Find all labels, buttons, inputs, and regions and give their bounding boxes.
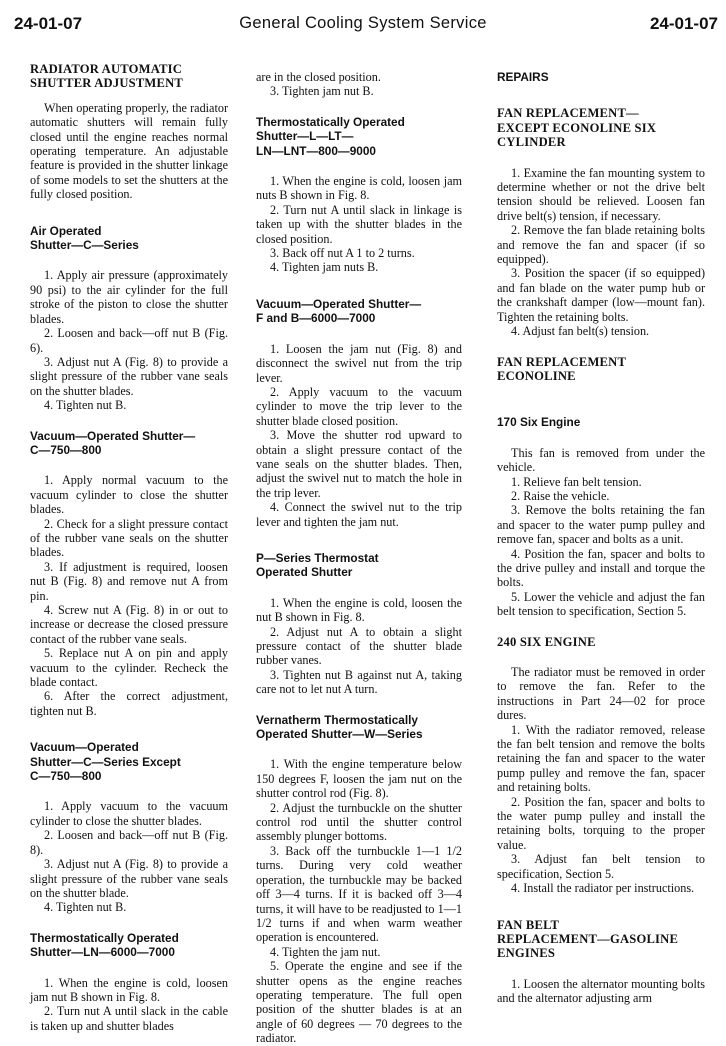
subsection-heading: Thermostatically Operated Shutter—LN—6000—7000 [30, 930, 179, 960]
step: 4. Tighten nut B. [44, 398, 127, 413]
section-thermo-shutter-l-lt [256, 115, 462, 275]
subsection-heading: Vacuum—Operated Shutter—C—Series Except C—750—800 [30, 740, 181, 784]
step: 2. Adjust the turnbuckle on the shutter control rod until the shutter control assembly plunger bottoms. [256, 800, 462, 844]
section-repairs [497, 70, 705, 84]
subsection-heading: FAN REPLACEMENT ECONOLINE [497, 354, 627, 383]
step: 3. Adjust fan belt tension to specification, Section 5. [497, 852, 705, 881]
page-header [0, 4, 726, 40]
section-continuation [256, 70, 462, 99]
step: 3. Adjust nut A (Fig. 8) to provide a slight pressure of the rubber vane seals on the shutter blades. [30, 354, 228, 398]
step: 2. Loosen and back—off nut B (Fig. 6). [30, 326, 228, 355]
subsection-heading: 170 Six Engine [497, 415, 581, 430]
paragraph: are in the closed position. [256, 70, 381, 84]
step: 1. Examine the fan mounting system to determine whether or not the drive belt tension should be relieved. Loosen fan drive belt(s) tension, if necessary. [497, 165, 705, 223]
step: 4. Connect the swivel nut to the trip lever and tighten the jam nut. [256, 500, 462, 529]
step: 4. Position the fan, spacer and bolts to the drive pulley and install and torque the bolts. [497, 546, 705, 590]
step: 2. Turn nut A until slack in linkage is taken up with the shutter blades in the closed position. [256, 202, 462, 246]
step: 2. Check for a slight pressure contact of the rubber vane seals on the shutter blades. [30, 516, 228, 560]
section-fan-belt-replacement [497, 918, 705, 1006]
column-2 [256, 70, 462, 1046]
section-code-right: 24-01-07 [649, 14, 718, 33]
column-1 [30, 62, 228, 1033]
step: 3. If adjustment is required, loosen nut B (Fig. 8) and remove nut A from pin. [30, 559, 228, 603]
section-radiator-shutter-adjustment [30, 62, 228, 202]
step: 2. Turn nut A until slack in the cable is taken up and shutter blades [30, 1004, 228, 1033]
step: 4. Install the radiator per instructions. [511, 881, 695, 896]
step: 4. Tighten nut B. [44, 900, 127, 915]
step: 1. When the engine is cold, loosen the nut B shown in Fig. 8. [256, 595, 462, 625]
step: 5. Lower the vehicle and adjust the fan belt tension to specification, Section 5. [497, 589, 705, 619]
section-heading: REPAIRS [497, 70, 549, 84]
step: 3. Move the shutter rod upward to obtain a slight pressure contact of the vane seals on the shutter blades. Then, adjust the swivel nut to match the hole in the trip lever. [256, 428, 462, 500]
step: 1. When the engine is cold, loosen jam nuts B shown in Fig. 8. [256, 174, 462, 203]
step: 2. Raise the vehicle. [511, 488, 610, 503]
column-3 [497, 70, 705, 1006]
paragraph: The radiator must be removed in order to remove the fan. Refer to the instructions in Part 24—02 for proce dures. [497, 665, 705, 723]
section-vernatherm-shutter [256, 713, 462, 1046]
step: 1. With the radiator removed, release the fan belt tension and remove the bolts retaining the fan and spacer to the water pump pulley and remove the fan, spacer and retaining bolts. [497, 722, 705, 795]
step: 3. Remove the bolts retaining the fan and spacer to the water pump pulley and remove fan, spacer and bolts as a unit. [497, 503, 705, 547]
step: 1. Loosen the alternator mounting bolts and the alternator adjusting arm [497, 976, 705, 1006]
step: 3. Tighten jam nut B. [270, 84, 374, 99]
page-title: General Cooling System Service [239, 14, 487, 32]
step: 1. Apply air pressure (approximately 90 psi) to the air cylinder for the full stroke of the piston to close the shutter blades. [30, 268, 228, 326]
subsection-heading: FAN BELT REPLACEMENT—GASOLINE ENGINES [497, 917, 679, 961]
subsection-heading: Thermostatically Operated Shutter—L—LT— LN—LNT—800—9000 [256, 114, 405, 158]
step: 2. Remove the fan blade retaining bolts and remove the fan and spacer (if so equipped). [497, 223, 705, 267]
subsection-heading: Vacuum—Operated Shutter— F and B—6000—7000 [256, 296, 422, 326]
section-vacuum-shutter-f-b [256, 297, 462, 529]
section-code-left: 24-01-07 [14, 14, 83, 33]
step: 4. Adjust fan belt(s) tension. [511, 324, 650, 339]
step: 3. Back off the turnbuckle 1—1 1/2 turns. During very cold weather operation, the turnbuckle may be backed off 3—4 turns. If it is backed off 3—4 turns, it will have to be readjusted to 1—1 1/2 turns if and when warm weather operation is encountered. [256, 843, 462, 945]
section-heading: RADIATOR AUTOMATIC SHUTTER ADJUSTMENT [30, 62, 184, 91]
section-air-operated-shutter [30, 224, 228, 413]
step: 6. After the correct adjustment, tighten nut B. [30, 689, 228, 718]
step: 3. Back off nut A 1 to 2 turns. [270, 246, 415, 261]
step: 3. Tighten nut B against nut A, taking care not to let nut A turn. [256, 667, 462, 697]
step: 1. Relieve fan belt tension. [511, 474, 642, 489]
paragraph: When operating properly, the radiator automatic shutters will remain fully closed until the engine reaches normal operating temperature. An adjustable feature is provided in the shutter linkage of some models to set the shutters at the fully closed position. [30, 100, 228, 202]
subsection-heading: Vernatherm Thermostatically Operated Shutter—W—Series [256, 712, 423, 742]
step: 1. With the engine temperature below 150 degrees F, loosen the jam nut on the shutter control rod (Fig. 8). [256, 757, 462, 801]
section-fan-replacement-except-econoline [497, 106, 705, 338]
step: 4. Screw nut A (Fig. 8) in or out to increase or decrease the closed pressure contact of the rubber vane seals. [30, 603, 228, 646]
section-fan-replacement-econoline [497, 355, 705, 384]
section-240-six-engine [497, 635, 705, 896]
subsection-heading: Vacuum—Operated Shutter— C—750—800 [30, 428, 196, 457]
step: 2. Adjust nut A to obtain a slight pressure contact of the shutter blade rubber vanes. [256, 624, 462, 668]
step: 1. Apply normal vacuum to the vacuum cylinder to close the shutter blades. [30, 473, 228, 517]
paragraph: This fan is removed from under the vehicle. [497, 445, 705, 475]
step: 1. When the engine is cold, loosen jam nut B shown in Fig. 8. [30, 975, 228, 1004]
step: 3. Adjust nut A (Fig. 8) to provide a slight pressure of the rubber vane seals on the shutter blade. [30, 857, 228, 900]
step: 4. Tighten jam nuts B. [270, 260, 379, 275]
step: 4. Tighten the jam nut. [270, 944, 381, 959]
step: 1. Apply vacuum to the vacuum cylinder to close the shutter blades. [30, 799, 228, 828]
step: 2. Position the fan, spacer and bolts to the water pump pulley and install the retaining bolts, torquing to the proper value. [497, 794, 705, 852]
section-170-six-engine [497, 415, 705, 618]
subsection-heading: P—Series Thermostat Operated Shutter [256, 550, 379, 580]
section-thermo-shutter-ln [30, 931, 228, 1033]
subsection-heading: Air Operated Shutter—C—Series [30, 223, 139, 253]
subsection-heading: FAN REPLACEMENT— EXCEPT ECONOLINE SIX CYLINDER [497, 106, 657, 150]
section-p-series-thermostat [256, 551, 462, 697]
step: 5. Replace nut A on pin and apply vacuum to the cylinder. Recheck the blade contact. [30, 646, 228, 690]
step: 2. Loosen and back—off nut B (Fig. 8). [30, 828, 228, 857]
section-vacuum-shutter-c-except [30, 740, 228, 914]
subsection-heading: 240 SIX ENGINE [497, 634, 596, 649]
step: 3. Position the spacer (if so equipped) and fan blade on the water pump hub or the crankshaft damper (low—mount fan). Tighten the retaining bolts. [497, 266, 705, 324]
step: 2. Apply vacuum to the vacuum cylinder to move the trip lever to the shutter blade closed position. [256, 384, 462, 428]
section-vacuum-shutter-c750 [30, 429, 228, 719]
step: 1. Loosen the jam nut (Fig. 8) and disconnect the swivel nut from the trip lever. [256, 341, 462, 385]
step: 5. Operate the engine and see if the shutter opens as the engine reaches operating temperature. The full open position of the shutter blades is at an angle of 60 degrees — 70 degrees to the radiator. [256, 959, 462, 1046]
